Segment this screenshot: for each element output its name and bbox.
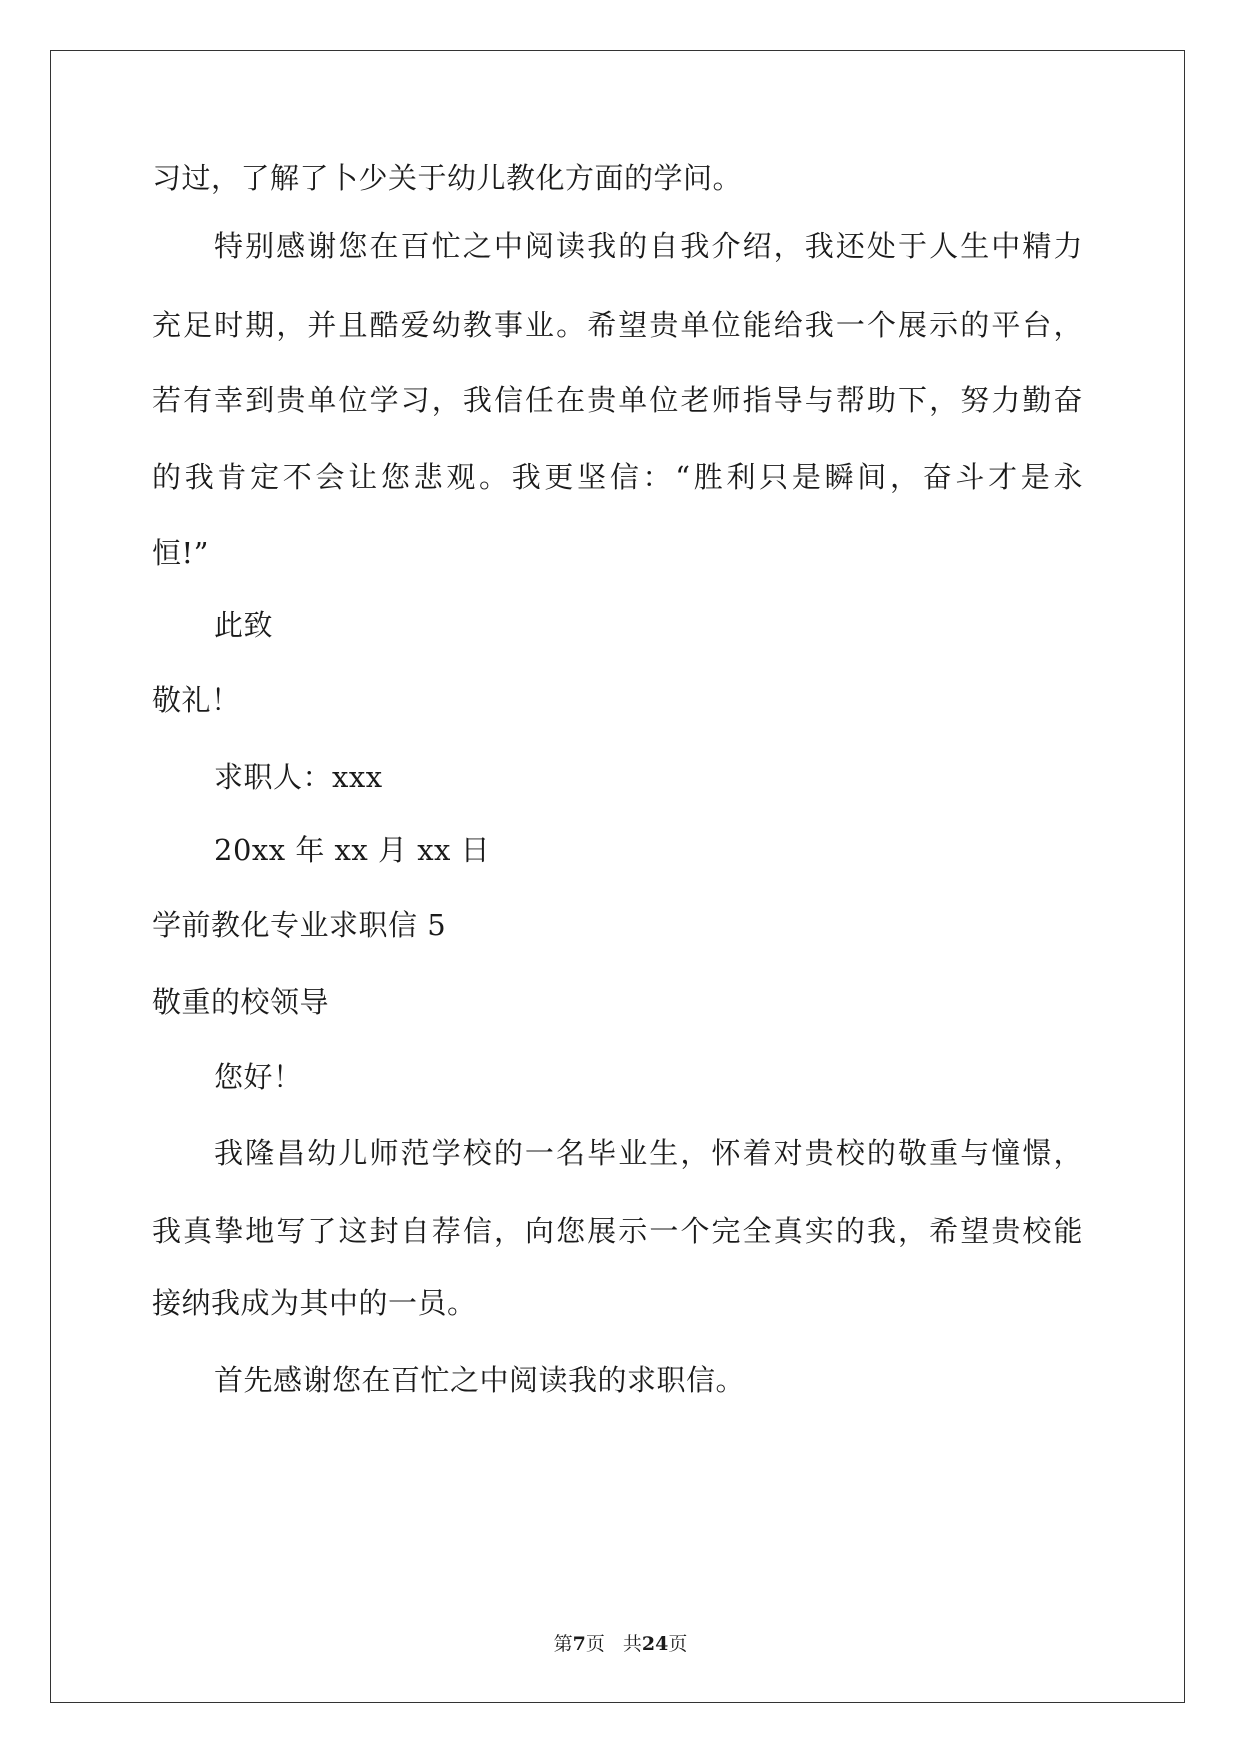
paragraph-line: 习过，了解了卜少关于幼儿教化方面的学问。 xyxy=(152,161,743,195)
page-footer xyxy=(0,1632,1241,1656)
paragraph-line: 恒!” xyxy=(152,536,209,570)
page-border xyxy=(50,50,1185,1703)
page-suffix: 页 xyxy=(585,1633,605,1655)
page-number: 7 xyxy=(572,1633,586,1655)
page-prefix: 第 xyxy=(553,1633,573,1655)
greeting-line: 敬重的校领导 xyxy=(152,985,330,1019)
total-suffix: 页 xyxy=(668,1633,688,1655)
total-pages: 24 xyxy=(641,1633,669,1655)
paragraph-line: 接纳我成为其中的一员。 xyxy=(152,1286,477,1320)
date-line: 20xx 年 xx 月 xx 日 xyxy=(214,833,491,867)
section-heading: 学前教化专业求职信 5 xyxy=(152,908,447,942)
paragraph-line: 我真挚地写了这封自荐信，向您展示一个完全真实的我，希望贵校能 xyxy=(152,1214,1083,1248)
paragraph-line: 的我肯定不会让您悲观。我更坚信：“胜利只是瞬间，奋斗才是永 xyxy=(152,460,1083,494)
salutation-line: 此致 xyxy=(214,608,274,642)
paragraph-line: 我隆昌幼儿师范学校的一名毕业生，怀着对贵校的敬重与憧憬， xyxy=(214,1136,1083,1170)
paragraph-line: 特别感谢您在百忙之中阅读我的自我介绍，我还处于人生中精力 xyxy=(214,229,1083,263)
paragraph-line: 若有幸到贵单位学习，我信任在贵单位老师指导与帮助下，努力勤奋 xyxy=(152,383,1083,417)
paragraph-line: 首先感谢您在百忙之中阅读我的求职信。 xyxy=(214,1363,746,1397)
paragraph-line: 充足时期，并且酷爱幼教事业。希望贵单位能给我一个展示的平台， xyxy=(152,308,1083,342)
greeting-line: 您好！ xyxy=(214,1060,303,1094)
total-prefix: 共 xyxy=(622,1633,642,1655)
salutation-line: 敬礼！ xyxy=(152,683,241,717)
signature-line: 求职人：xxx xyxy=(214,760,383,794)
